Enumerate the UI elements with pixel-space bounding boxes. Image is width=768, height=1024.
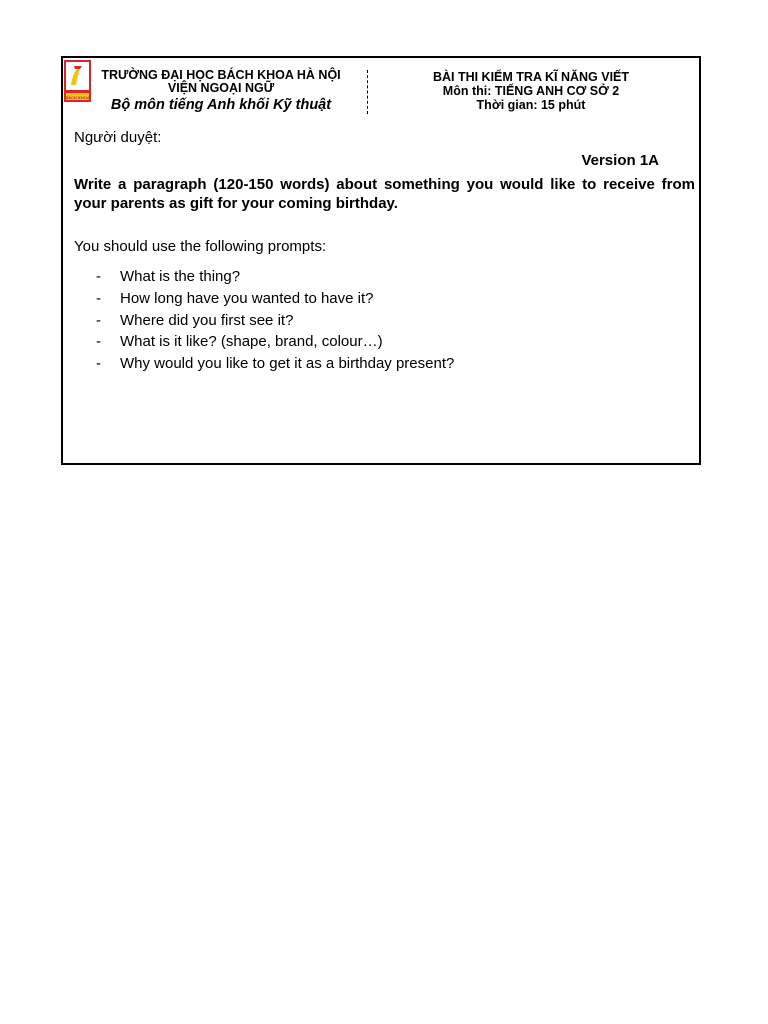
list-item: [96, 353, 454, 375]
university-logo: [64, 60, 91, 102]
exam-info-header: [393, 70, 669, 112]
list-item: [96, 288, 454, 310]
list-item: [96, 331, 454, 353]
department-name: Bộ môn tiếng Anh khối Kỹ thuật: [110, 97, 332, 113]
prompt-list: [96, 266, 454, 375]
header-divider: [367, 70, 368, 114]
prompt-text: What is the thing?: [120, 268, 241, 285]
exam-duration: Thời gian: 15 phút: [476, 98, 586, 112]
reviewer-label: Người duyệt:: [74, 129, 162, 146]
prompt-text: How long have you wanted to have it?: [120, 289, 374, 307]
prompt-intro: You should use the following prompts:: [74, 238, 327, 255]
institution-header: [93, 69, 349, 115]
prompt-text: Where did you first see it?: [120, 311, 294, 329]
task-instruction: Write a paragraph (120-150 words) about something you would like to receive from your parents as gift for your coming birthday.: [74, 176, 695, 212]
list-bullet: -: [96, 311, 101, 329]
version-label: Version 1A: [581, 152, 659, 169]
prompt-text: Why would you like to get it as a birthday present?: [120, 355, 455, 373]
logo-text: BÁCH KHOA: [65, 95, 90, 100]
list-bullet: -: [96, 355, 101, 373]
school-name: TRƯỜNG ĐẠI HỌC BÁCH KHOA HÀ NỘI: [101, 68, 341, 82]
list-bullet: -: [96, 268, 101, 285]
exam-subject: Môn thi: TIẾNG ANH CƠ SỞ 2: [442, 84, 620, 98]
list-bullet: -: [96, 333, 101, 351]
list-item: [96, 310, 454, 332]
exam-title: BÀI THI KIỂM TRA KĨ NĂNG VIẾT: [432, 70, 630, 84]
prompt-text: What is it like? (shape, brand, colour…): [120, 333, 383, 351]
list-bullet: -: [96, 289, 101, 307]
exam-paper-frame: [61, 56, 701, 465]
institute-name: VIỆN NGOẠI NGỮ: [167, 81, 275, 95]
list-item: [96, 266, 454, 288]
